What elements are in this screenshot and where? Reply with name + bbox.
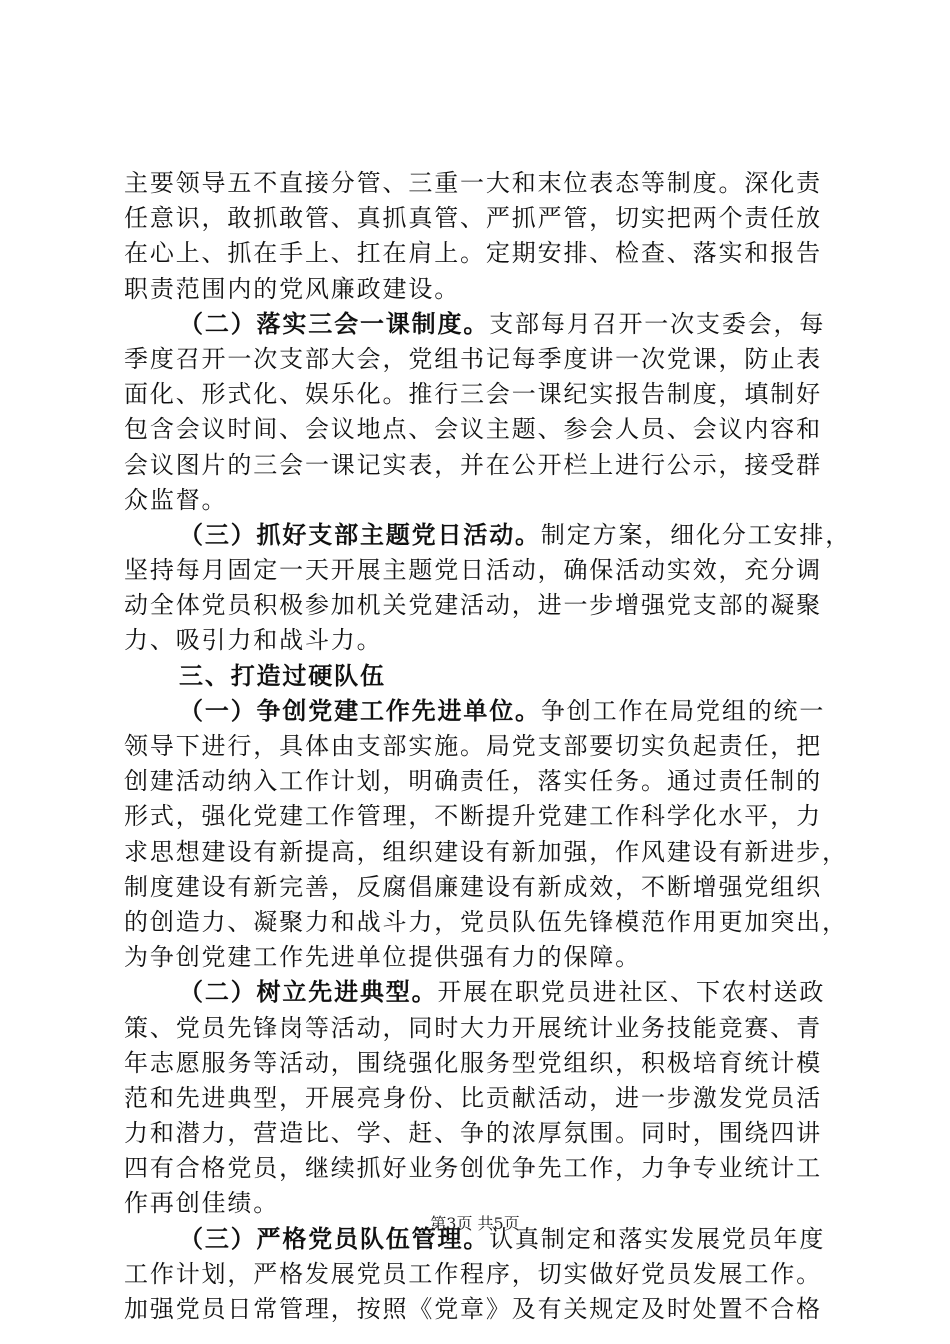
text-line: 面化、形式化、娱乐化。推行三会一课纪实报告制度，填制好 xyxy=(124,380,822,409)
text-run: 支部每月召开一次支委会，每 xyxy=(489,309,826,338)
text-line: 制度建设有新完善，反腐倡廉建设有新成效，不断增强党组织 xyxy=(124,872,822,901)
text-line: 为争创党建工作先进单位提供强有力的保障。 xyxy=(124,943,641,972)
text-line: 创建活动纳入工作计划，明确责任，落实任务。通过责任制的 xyxy=(124,767,822,796)
text-line: 众监督。 xyxy=(124,485,228,514)
text-line: 职责范围内的党风廉政建设。 xyxy=(124,274,461,303)
subheading: （二）树立先进典型。 xyxy=(179,978,438,1007)
subheading: （三）严格党员队伍管理。 xyxy=(179,1224,490,1253)
text-line: 季度召开一次支部大会，党组书记每季度讲一次党课，防止表 xyxy=(124,344,822,373)
paragraph-line xyxy=(124,518,852,553)
body-text xyxy=(124,166,852,1327)
text-line: 范和先进典型，开展亮身份、比贡献活动，进一步激发党员活 xyxy=(124,1083,822,1112)
text-line: 策、党员先锋岗等活动，同时大力开展统计业务技能竞赛、青 xyxy=(124,1013,822,1042)
text-run: 开展在职党员进社区、下农村送政 xyxy=(437,978,826,1007)
text-line: 的创造力、凝聚力和战斗力，党员队伍先锋模范作用更加突出， xyxy=(124,907,848,936)
text-run: 争创工作在局党组的统一 xyxy=(540,696,826,725)
page-footer: 第3页 共5页 xyxy=(430,1214,520,1233)
text-line: 包含会议时间、会议地点、会议主题、参会人员、会议内容和 xyxy=(124,415,822,444)
text-line: 求思想建设有新提高，组织建设有新加强，作风建设有新进步， xyxy=(124,837,848,866)
text-run: 认真制定和落实发展党员年度 xyxy=(489,1224,826,1253)
paragraph-line xyxy=(124,307,834,342)
text-line: 主要领导五不直接分管、三重一大和末位表态等制度。深化责 xyxy=(124,169,822,197)
subheading: （二）落实三会一课制度。 xyxy=(179,309,490,338)
text-line: 动全体党员积极参加机关党建活动，进一步增强党支部的凝聚 xyxy=(124,591,822,620)
text-line: 加强党员日常管理，按照《党章》及有关规定及时处置不合格 xyxy=(124,1295,822,1323)
text-line: 形式，强化党建工作管理，不断提升党建工作科学化水平，力 xyxy=(124,802,822,831)
text-line: 在心上、抓在手上、扛在肩上。定期安排、检查、落实和报告 xyxy=(124,239,822,268)
text-line: 工作计划，严格发展党员工作程序，切实做好党员发展工作。 xyxy=(124,1259,822,1288)
text-run: 制定方案，细化分工安排， xyxy=(540,520,852,549)
text-line: 会议图片的三会一课记实表，并在公开栏上进行公示，接受群 xyxy=(124,450,822,479)
paragraph-line xyxy=(124,975,834,1010)
text-line: 力、吸引力和战斗力。 xyxy=(124,626,383,655)
subheading: （一）争创党建工作先进单位。 xyxy=(179,696,541,725)
subheading: （三）抓好支部主题党日活动。 xyxy=(179,520,541,549)
text-line: 年志愿服务等活动，围绕强化服务型党组织，积极培育统计模 xyxy=(124,1048,822,1077)
paragraph-line xyxy=(124,694,834,729)
text-line: 力和潜力，营造比、学、赶、争的浓厚氛围。同时，围绕四讲 xyxy=(124,1119,822,1148)
text-line: 坚持每月固定一天开展主题党日活动，确保活动实效，充分调 xyxy=(124,556,822,585)
section-heading: 三、打造过硬队伍 xyxy=(179,661,386,690)
text-line: 领导下进行，具体由支部实施。局党支部要切实负起责任，把 xyxy=(124,732,822,760)
text-line: 任意识，敢抓敢管、真抓真管、严抓严管，切实把两个责任放 xyxy=(124,204,822,233)
text-line: 四有合格党员，继续抓好业务创优争先工作，力争专业统计工 xyxy=(124,1154,822,1183)
text-line: 作再创佳绩。 xyxy=(124,1189,280,1218)
